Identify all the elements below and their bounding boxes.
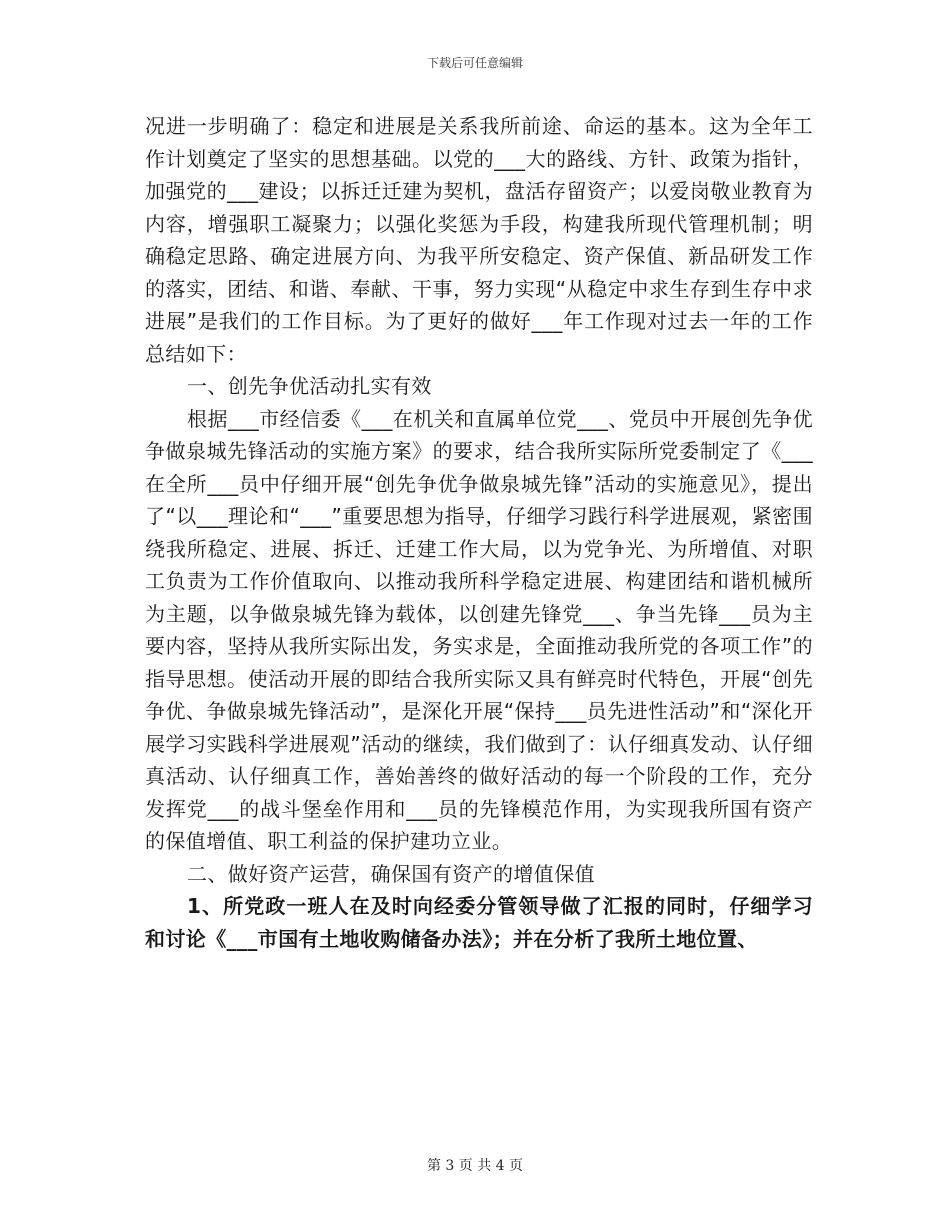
paragraph-section-2-item-1: 1、所党政一班人在及时向经委分管领导做了汇报的同时，仔细学习和讨论《___市国有土地收购储备办法》；并在分析了我所土地位置、 (145, 894, 813, 951)
paragraph-section-1: 根据___市经信委《___在机关和直属单位党___、党员中开展创先争优争做泉城先锋活动的实施方案》的要求，结合我所实际所党委制定了《___在全所___员中仔细开展“创先争优争做泉城先锋”活动的实施意见》，提出了“以___理论和“___”重要思想为指导，仔细学习践行科学进展观，紧密围绕我所稳定、进展、拆迁、迁建工作大局，以为党争光、为所增值、对职工负责为工作价值取向、以推动我所科学稳定进展、构建团结和谐机械所为主题，以争做泉城先锋为载体，以创建先锋党___、争当先锋___员为主要内容，坚持从我所实际出发，务实求是，全面推动我所党的各项工作”的指导思想。使活动开展的即结合我所实际又具有鲜亮时代特色，开展“创先争优、争做泉城先锋活动”，是深化开展“保持___员先进性活动”和“深化开展学习实践科学进展观”活动的继续，我们做到了：认仔细真发动、认仔细真活动、认仔细真工作，善始善终的做好活动的每一个阶段的工作，充分发挥党___的战斗堡垒作用和___员的先锋模范作用，为实现我所国有资产的保值增值、职工利益的保护建功立业。 (145, 406, 813, 853)
page-header: 下载后可任意编辑 (426, 56, 523, 70)
section-heading-1: 一、创先争优活动扎实有效 (187, 374, 432, 398)
page-number: 第 3 页 共 4 页 (426, 1158, 524, 1174)
document-body (145, 110, 813, 955)
section-heading-2: 二、做好资产运营，确保国有资产的增值保值 (187, 861, 595, 886)
paragraph-intro: 况进一步明确了：稳定和进展是关系我所前途、命运的基本。这为全年工作计划奠定了坚实的思想基础。以党的___大的路线、方针、政策为指针，加强党的___建设；以拆迁迁建为契机，盘活存留资产；以爱岗敬业教育为内容，增强职工凝聚力；以强化奖惩为手段，构建我所现代管理机制；明确稳定思路、确定进展方向、为我平所安稳定、资产保值、新品研发工作的落实，团结、和谐、奉献、干事，努力实现“从稳定中求生存到生存中求进展”是我们的工作目标。为了更好的做好___年工作现对过去一年的工作总结如下： (145, 114, 813, 366)
